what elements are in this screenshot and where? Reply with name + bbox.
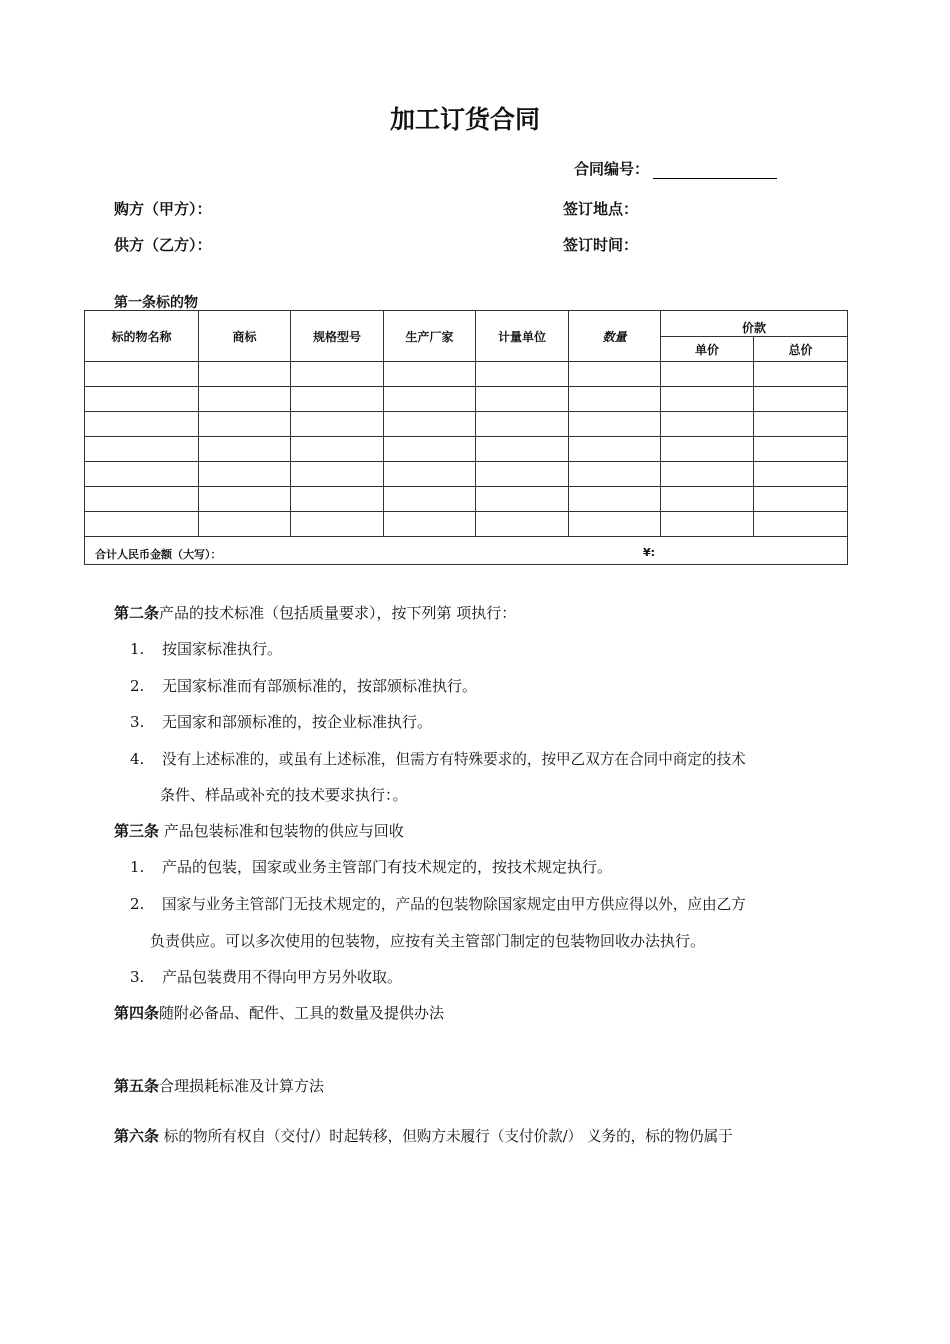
- list-item: 1. 产品的包装，国家或业务主管部门有技术规定的，按技术规定执行。: [130, 858, 613, 876]
- col-header-brand: 商标: [199, 311, 291, 362]
- contract-number-label: 合同编号：: [574, 160, 650, 178]
- article2-heading: 第二条: [114, 604, 160, 622]
- table-row: [85, 512, 848, 537]
- table-row: [85, 362, 848, 387]
- article2-intro: [114, 603, 516, 623]
- list-item: 2. 无国家标准而有部颁标准的，按部颁标准执行。: [130, 677, 478, 695]
- list-item: 3. 产品包装费用不得向甲方另外收取。: [130, 968, 403, 986]
- article4: [114, 1003, 444, 1023]
- seller-label: 供方（乙方）：: [114, 236, 212, 254]
- table-row: [85, 412, 848, 437]
- col-header-name: 标的物名称: [85, 311, 199, 362]
- article5-heading: 第五条: [114, 1077, 160, 1095]
- article6: [114, 1126, 733, 1147]
- article3-text: 产品包装标准和包装物的供应与回收: [163, 822, 404, 840]
- table-row: [85, 487, 848, 512]
- col-header-unit: 计量单位: [476, 311, 569, 362]
- article5: [114, 1076, 324, 1096]
- col-header-total-price: 总价: [754, 337, 848, 362]
- sign-place-label: 签订地点：: [563, 200, 639, 218]
- article6-text: 标的物所有权自（交付/）时起转移，但购方未履行（支付价款/） 义务的，标的物仍属于: [163, 1128, 733, 1145]
- col-header-spec: 规格型号: [291, 311, 384, 362]
- list-item-continuation: 条件、样品或补充的技术要求执行：。: [160, 786, 408, 804]
- total-amount-row[interactable]: [85, 537, 848, 565]
- list-item-continuation: 负责供应。可以多次使用的包装物，应按有关主管部门制定的包装物回收办法执行。: [150, 932, 706, 950]
- article3-heading: 第三条: [114, 822, 160, 840]
- total-amount-label: 合计人民币金额（大写）：: [95, 548, 222, 561]
- col-header-maker: 生产厂家: [384, 311, 476, 362]
- contract-number-field: [574, 158, 777, 179]
- contract-number-blank[interactable]: [653, 164, 777, 179]
- goods-table: [84, 310, 848, 565]
- list-item: 3. 无国家和部颁标准的，按企业标准执行。: [130, 713, 433, 731]
- article4-text: 随附必备品、配件、工具的数量及提供办法: [159, 1004, 445, 1022]
- article3-intro: [114, 821, 404, 841]
- page-title: 加工订货合同: [389, 105, 540, 134]
- article6-heading: 第六条: [114, 1127, 160, 1145]
- col-header-price-group: 价款: [661, 311, 848, 337]
- sign-time-label: 签订时间：: [563, 236, 639, 254]
- article2-text: 产品的技术标准（包括质量要求），按下列第 项执行：: [159, 604, 517, 622]
- article1-heading: 第一条标的物: [114, 295, 198, 311]
- list-item: 4. 没有上述标准的，或虽有上述标准，但需方有特殊要求的，按甲乙双方在合同中商定的技术: [130, 750, 746, 768]
- col-header-unit-price: 单价: [661, 337, 754, 362]
- buyer-label: 购方（甲方）：: [114, 200, 212, 218]
- list-item: 1. 按国家标准执行。: [130, 640, 283, 658]
- article4-heading: 第四条: [114, 1004, 160, 1022]
- col-header-quantity: 数量: [569, 311, 661, 362]
- table-row: [85, 387, 848, 412]
- yen-label: ¥:: [643, 546, 656, 559]
- table-row: [85, 462, 848, 487]
- article5-text: 合理损耗标准及计算方法: [159, 1077, 325, 1095]
- list-item: 2. 国家与业务主管部门无技术规定的，产品的包装物除国家规定由甲方供应得以外，应由乙方: [130, 895, 746, 913]
- table-row: [85, 437, 848, 462]
